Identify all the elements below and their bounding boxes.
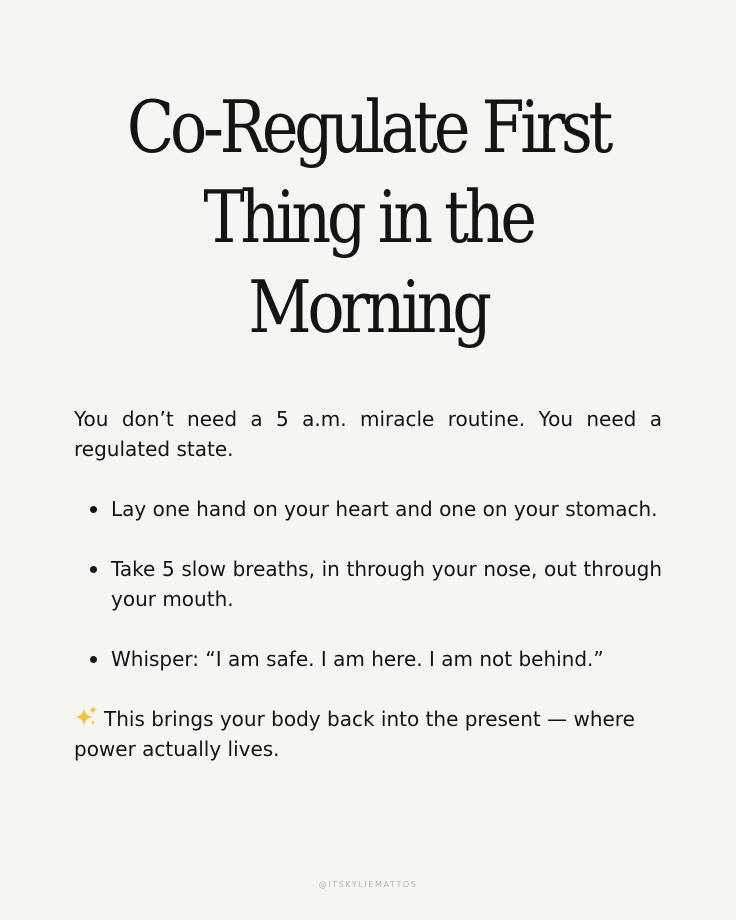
intro-paragraph: You don’t need a 5 a.m. miracle routine. You need a regulated state. [74,407,662,461]
tip-text: Lay one hand on your heart and one on your stomach. [111,497,658,521]
tip-text: Whisper: “I am safe. I am here. I am not behind.” [111,647,604,671]
title-line-3: Morning [248,265,488,349]
tip-item [74,644,662,674]
bullet-icon [90,656,97,663]
closing-paragraph [74,704,662,764]
body-content [74,404,662,764]
bullet-icon [90,566,97,573]
tip-text: Take 5 slow breaths, in through your nose, out through your mouth. [111,557,662,611]
title-line-1: Co-Regulate First [126,85,610,169]
watermark-handle: @ITSKYLIEMATTOS [318,880,418,889]
page-title [52,82,685,352]
tip-item [74,554,662,614]
bullet-icon [90,506,97,513]
title-line-2: Thing in the [203,175,533,259]
tip-item [74,494,662,524]
tips-list [74,494,662,674]
sparkles-icon [74,705,98,729]
closing-text: This brings your body back into the present — where power actually lives. [74,707,635,761]
